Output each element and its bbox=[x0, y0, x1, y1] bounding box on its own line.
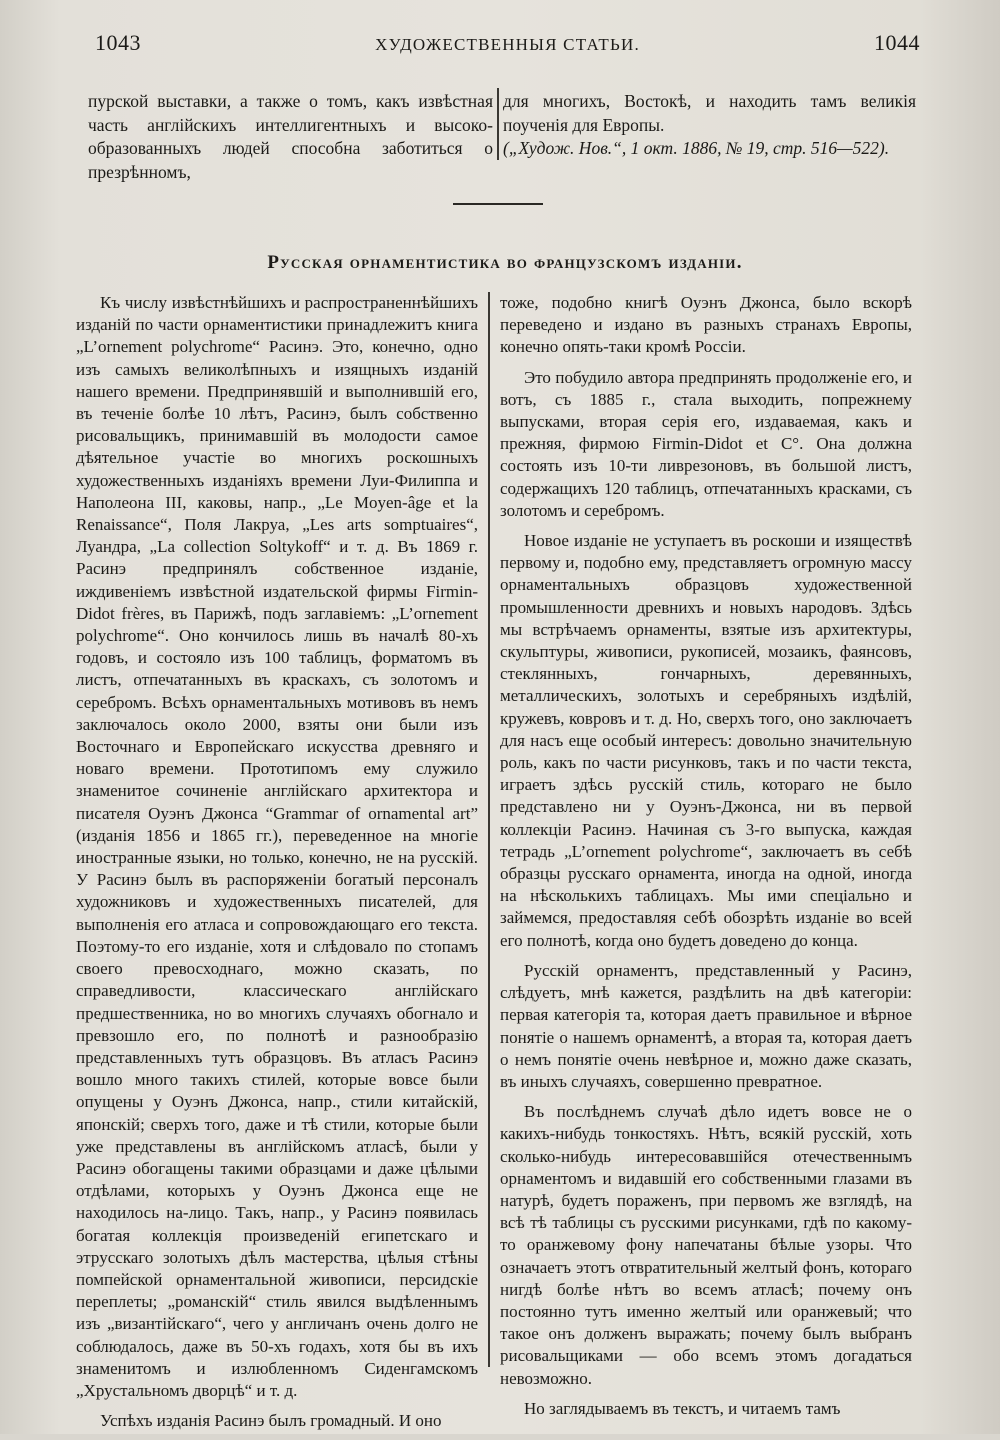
page-number-left: 1043 bbox=[95, 30, 141, 55]
continuation-left-text: пурской выставки, а также о томъ, какъ извѣстная часть англійскихъ интеллигентныхъ и высоко-образованныхъ людей способна заботиться о презрѣнномъ, bbox=[88, 91, 493, 182]
paragraph: Новое изданіе не уступаетъ въ роскоши и изяществѣ первому и, подобно ему, представляетъ огромную массу орнаментальныхъ образцовъ художественной промышленности древнихъ и новыхъ народовъ. Здѣсь мы встрѣчаемъ орнаменты, взятые изъ архитектуры, скульптуры, живописи, рукописей, мозаикъ, фаянсовъ, стеклянныхъ, гончарныхъ, деревянныхъ, металлическихъ, золотыхъ и серебряныхъ издѣлій, кружевъ, ковровъ и т. д. Но, сверхъ того, оно заключаетъ для насъ еще особый интересъ: довольно значительную роль, какъ по части рисунковъ, такъ и по части текста, играетъ здѣсь русскій стиль, котораго не было представлено ни у Оуэнъ-Джонса, ни въ первой коллекціи Расинэ. Начиная съ 3-го выпуска, каждая тетрадь „L’ornement polychrome“, заключаетъ въ себѣ образцы русскаго орнамента, иногда на одной, иногда на нѣсколькихъ таблицахъ. Мы ими спеціально и займемся, предоставляя себѣ обозрѣть изданіе во всей его полнотѣ, когда оно будетъ доведено до конца. bbox=[500, 531, 912, 950]
paragraph: Это побудило автора предпринять продолженіе его, и вотъ, съ 1885 г., стала выходить, попрежнему выпусками, вторая серія его, издаваемая, какъ и прежняя, фирмою Firmin-Didot et C°. Она должна состоять изъ 10-ти ливрезоновъ, въ большой листъ, содержащихъ 120 таблицъ, отпечатанныхъ красками, съ золотомъ и серебромъ. bbox=[500, 367, 912, 520]
paragraph: Въ послѣднемъ случаѣ дѣло идетъ вовсе не о какихъ-нибудь тонкостяхъ. Нѣтъ, всякій русскій, хоть сколько-нибудь интересовавшійся отечественнымъ орнаментомъ и видавшій его собственными глазами въ натурѣ, будетъ пораженъ, при первомъ же взглядѣ, на всѣ тѣ таблицы съ русскими рисунками, гдѣ по какому-то оранжевому фону напечатаны бѣлые узоры. Что означаетъ этотъ отвратительный желтый фонъ, котораго нигдѣ болѣе нѣтъ во всемъ атласѣ; почему онъ постоянно тутъ именно желтый или оранжевый; что такое онъ долженъ выражать; почему былъ выбранъ рисовальщиками — обо всемъ этомъ догадаться невозможно. bbox=[500, 1102, 912, 1388]
page-number-right: 1044 bbox=[874, 30, 920, 55]
paragraph: Но заглядываемъ въ текстъ, и читаемъ тамъ bbox=[524, 1398, 841, 1418]
paragraph: Къ числу извѣстнѣйшихъ и распространеннѣйшихъ изданій по части орнаментистики принадлежитъ книга „L’ornement polychrome“ Расинэ. Это, конечно, одно изъ самыхъ великолѣпныхъ и изящныхъ изданій нашего времени. Предпринявшій и выполнившій его, въ теченіе болѣе 10 лѣтъ, Расинэ, былъ собственно рисовальщикъ, принимавшій въ молодости самое дѣятельное участіе во многихъ роскошныхъ художественныхъ изданіяхъ времени Луи-Филиппа и Наполеона III, каковы, напр., „Le Moyen-âge et la Renaissance“, Поля Лакруа, „Les arts somptuaires“, Луандра, „La collection Soltykoff“ и т. д. Въ 1869 г. Расинэ предпринялъ собственное изданіе, иждивеніемъ извѣстной издательской фирмы Firmin-Didot frères, въ Парижѣ, подъ заглавіемъ: „L’ornement polychrome“. Оно кончилось лишь въ началѣ 80-хъ годовъ, и состояло изъ 100 таблицъ, форматомъ въ листъ, отпечатанныхъ въ краскахъ, съ золотомъ и серебромъ. Всѣхъ орнаментальныхъ мотивовъ въ немъ заключалось около 2000, взяты они были изъ Восточнаго и Европейскаго искусства древняго и новаго времени. Прототипомъ ему служило знаменитое сочиненіе англійскаго архитектора и писателя Оуэнъ Джонса “Grammar of ornamental art” (изданія 1856 и 1865 гг.), переведенное на многіе иностранные языки, но только, конечно, не на русскій. У Расинэ былъ въ распоряженіи богатый персоналъ художниковъ и художественныхъ писателей, для выполненія его атласа и сопровождающаго его текста. Поэтому-то его изданіе, хотя и слѣдовало по стопамъ своего превосходнаго, можно сказать, по справедливости, классическаго англійскаго предшественника, но во многихъ случаяхъ обогнало и превзошло его, по полнотѣ и разнообразію представленныхъ тутъ образцовъ. Въ атласъ Расинэ вошло много такихъ стилей, которые вовсе были опущены у Оуэнъ Джонса, напр., стили китайскій, японскій; сверхъ того, даже и тѣ стили, которые были уже представлены въ англійскомъ атласѣ, были у Расинэ обогащены такими образцами и даже цѣлыми отдѣлами, которыхъ у Оуэнъ Джонса еще не находилось на-лицо. Такъ, напр., у Расинэ появилась богатая коллекція произведеній египетскаго и этрусскаго золотыхъ дѣлъ мастерства, цѣлыя стѣны помпейской орнаментальной живописи, персидскіе переплеты; „романскій“ стиль явился выдѣленнымъ изъ „византійскаго“, чего у англичанъ очень долго не соблюдалось, даже въ 50-хъ годахъ, хотя бы въ ихъ знаменитомъ и излюбленномъ Сиденгамскомъ „Хрустальномъ дворцѣ“ и т. д. bbox=[76, 293, 478, 1400]
continuation-left bbox=[88, 90, 493, 184]
article-column-right bbox=[500, 292, 912, 1428]
paragraph: Успѣхъ изданія Расинэ былъ громадный. И оно bbox=[100, 1411, 442, 1431]
running-title: ХУДОЖЕСТВЕННЫЯ СТАТЬИ. bbox=[375, 35, 640, 54]
article-column-left bbox=[76, 292, 478, 1440]
continuation-right-text: для многихъ, Востокѣ, и находить тамъ великія поученія для Европы. bbox=[503, 91, 916, 135]
citation: („Худож. Нов.“, 1 окт. 1886, № 19, стр. 516—522). bbox=[503, 138, 890, 158]
paragraph: тоже, подобно книгѣ Оуэнъ Джонса, было вскорѣ переведено и издано въ разныхъ странахъ Европы, конечно опять-таки кромѣ Россіи. bbox=[500, 293, 912, 357]
continuation-right bbox=[503, 90, 916, 161]
section-separator bbox=[453, 203, 543, 205]
column-divider bbox=[488, 292, 490, 1367]
article-title: Русская орнаментистика во французскомъ изданіи. bbox=[267, 252, 743, 273]
column-divider-top bbox=[497, 88, 499, 160]
page-header bbox=[95, 30, 920, 70]
paragraph: Русскій орнаментъ, представленный у Расинэ, слѣдуетъ, мнѣ кажется, раздѣлить на двѣ категоріи: первая категорія та, которая даетъ правильное и вѣрное понятіе о нашемъ орнаментѣ, а вторая та, которая даетъ о немъ понятіе очень невѣрное и, можно даже сказать, въ иныхъ случаяхъ, совершенно превратное. bbox=[500, 960, 912, 1091]
